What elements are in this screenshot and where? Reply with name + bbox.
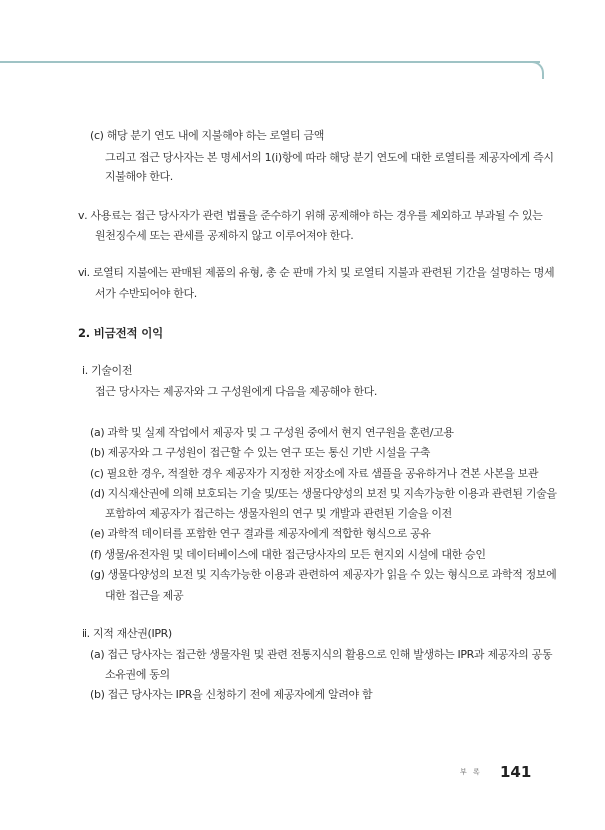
text-line: ⅵ. 로열티 지불에는 판매된 제품의 유형, 총 순 판매 가치 및 로열티 지불과 관련된 기간을 설명하는 명세 xyxy=(78,266,555,279)
header-corner xyxy=(526,61,544,79)
list-item: (a) 접근 당사자는 접근한 생물자원 및 관련 전통지식의 활용으로 인해 발생하는 IPR과 제공자의 공동 xyxy=(90,648,553,661)
footer-label: 부 록 xyxy=(460,768,482,776)
text-line: 지불해야 한다. xyxy=(105,170,173,183)
list-item: (g) 생물다양성의 보전 및 지속가능한 이용과 관련하여 제공자가 읽을 수 있는 형식으로 과학적 정보에 xyxy=(90,568,557,581)
text-line: 그리고 접근 당사자는 본 명세서의 1(i)항에 따라 해당 분기 연도에 대한 로열티를 제공자에게 즉시 xyxy=(105,151,554,164)
text-line: 서가 수반되어야 한다. xyxy=(95,287,197,300)
header-rule xyxy=(0,61,540,63)
list-item: (b) 제공자와 그 구성원이 접근할 수 있는 연구 또는 통신 기반 시설을 구축 xyxy=(90,446,431,459)
list-item-continuation: 소유권에 동의 xyxy=(105,668,170,681)
subsection-heading: ⅱ. 지적 재산권(IPR) xyxy=(82,627,172,640)
list-item: (d) 지식재산권에 의해 보호되는 기술 및/또는 생물다양성의 보전 및 지속가능한 이용과 관련된 기술을 xyxy=(90,487,557,500)
list-item: (f) 생물/유전자원 및 데이터베이스에 대한 접근당사자의 모든 현지외 시설에 대한 승인 xyxy=(90,548,486,561)
list-item: (e) 과학적 데이터를 포함한 연구 결과를 제공자에게 적합한 형식으로 공유 xyxy=(90,527,431,540)
page-number: 141 xyxy=(500,763,532,781)
list-item: (a) 과학 및 실제 작업에서 제공자 및 그 구성원 중에서 현지 연구원을 훈련/고용 xyxy=(90,426,454,439)
section-heading: 2. 비금전적 이익 xyxy=(78,326,164,340)
text-line: (c) 해당 분기 연도 내에 지불해야 하는 로열티 금액 xyxy=(90,129,324,142)
list-item: (c) 필요한 경우, 적절한 경우 제공자가 지정한 저장소에 자료 샘플을 공유하거나 견본 사본을 보관 xyxy=(90,467,539,480)
subsection-heading: ⅰ. 기술이전 xyxy=(82,364,133,377)
text-line: ⅴ. 사용료는 접근 당사자가 관련 법률을 준수하기 위해 공제해야 하는 경우를 제외하고 부과될 수 있는 xyxy=(78,209,543,222)
list-item-continuation: 포함하여 제공자가 접근하는 생물자원의 연구 및 개발과 관련된 기술을 이전 xyxy=(105,507,452,520)
text-line: 원천징수세 또는 관세를 공제하지 않고 이루어져야 한다. xyxy=(95,229,354,242)
list-item-continuation: 대한 접근을 제공 xyxy=(105,589,184,602)
list-item: (b) 접근 당사자는 IPR을 신청하기 전에 제공자에게 알려야 함 xyxy=(90,688,373,701)
text-line: 접근 당사자는 제공자와 그 구성원에게 다음을 제공해야 한다. xyxy=(95,385,378,398)
